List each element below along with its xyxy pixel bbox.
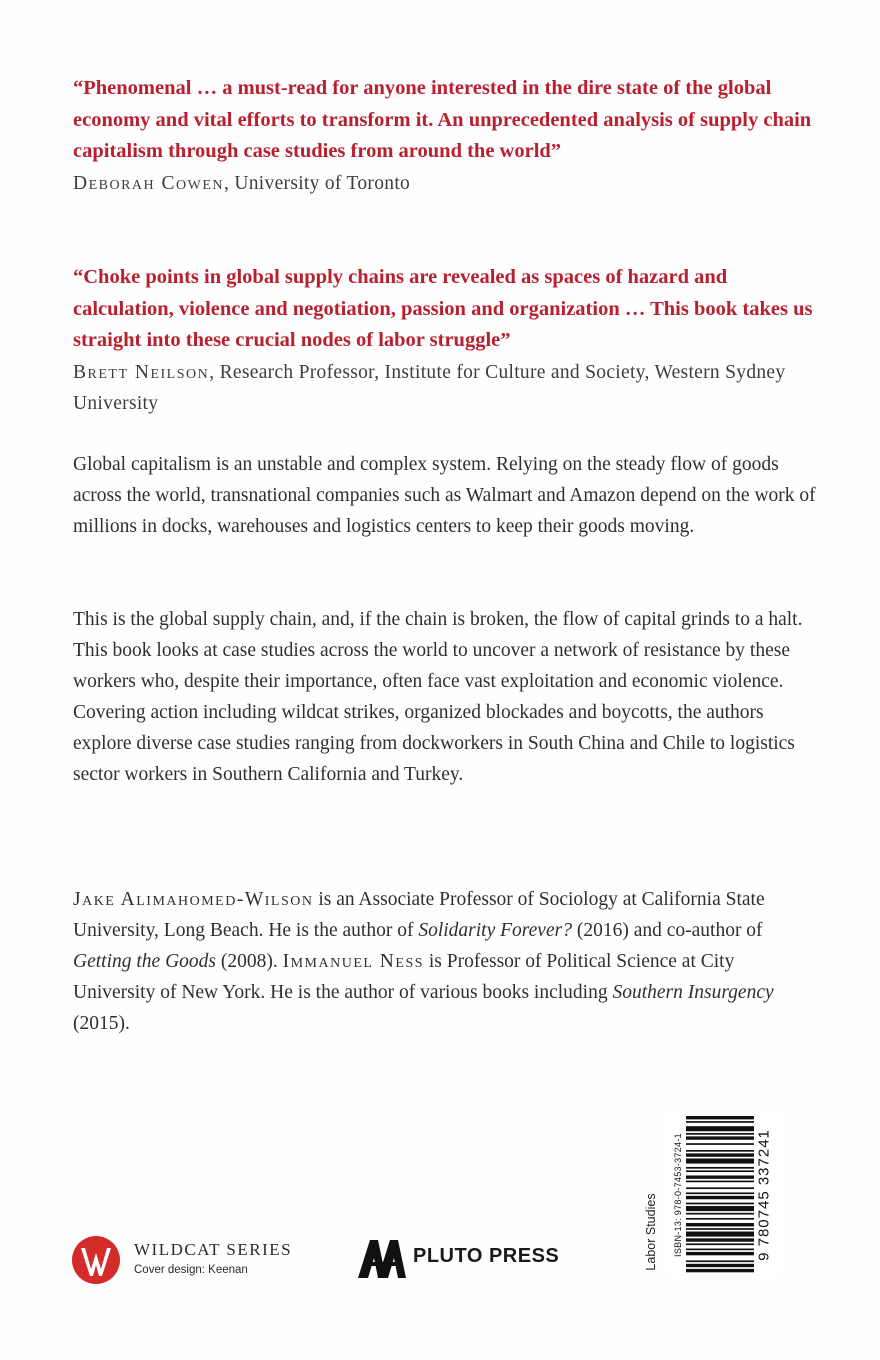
- endorser-name: Deborah Cowen: [73, 172, 225, 194]
- barcode-bar: [686, 1260, 754, 1262]
- barcode-bar: [686, 1206, 754, 1211]
- barcode-bar: [686, 1143, 754, 1145]
- endorsement-quote: “Phenomenal … a must-read for anyone interested in the dire state of the global economy and vital efforts to transform it. An unprecedented analysis of supply chain capitalism through case studies from around the world”: [73, 77, 812, 162]
- barcode-bar: [686, 1228, 754, 1230]
- bio-text: (2015).: [73, 1013, 130, 1034]
- endorsement-1: [73, 73, 813, 199]
- barcode-bar: [686, 1133, 754, 1135]
- barcode-bar: [686, 1264, 754, 1267]
- author-name-2: Immanuel Ness: [282, 951, 425, 972]
- wildcat-logo-icon: [72, 1236, 120, 1284]
- barcode-bar: [686, 1126, 754, 1131]
- series-info: [134, 1240, 292, 1278]
- barcode-bars-icon: [686, 1116, 754, 1274]
- book-title-2: Getting the Goods: [73, 951, 216, 972]
- endorser-name: Brett Neilson: [73, 361, 210, 383]
- endorsement-quote: “Choke points in global supply chains are revealed as spaces of hazard and calculation, violence and negotiation, passion and organization … This book takes us straight into these crucial nodes of labor struggle”: [73, 266, 813, 351]
- barcode-bar: [686, 1170, 754, 1172]
- barcode-bar: [686, 1158, 754, 1163]
- barcode-bar: [686, 1196, 754, 1199]
- pluto-press-logo-icon: [356, 1236, 408, 1280]
- bio-text: (2008).: [215, 951, 283, 972]
- barcode-bar: [686, 1192, 754, 1194]
- barcode-bar: [686, 1213, 754, 1215]
- cover-design-credit: Cover design: Keenan: [134, 1264, 248, 1276]
- bio-text: is Professor of Political Science at City University of New York. He is the author of various books including: [73, 951, 735, 1003]
- barcode-bar: [686, 1187, 754, 1189]
- barcode-bar: [686, 1153, 754, 1156]
- author-name-1: Jake Alimahomed-Wilson: [73, 889, 314, 910]
- barcode-bar: [686, 1243, 754, 1245]
- barcode-bar: [686, 1218, 754, 1220]
- barcode-bar: [686, 1232, 754, 1237]
- barcode-bar: [686, 1116, 754, 1119]
- author-bio: [73, 884, 818, 1039]
- series-name: WILDCAT SERIES: [134, 1240, 293, 1259]
- endorser-affiliation: , Research Professor, Institute for Culture and Society, Western Sydney University: [73, 361, 786, 414]
- endorsement-attribution: [73, 357, 813, 420]
- barcode-bar: [686, 1252, 754, 1255]
- endorser-affiliation: , University of Toronto: [224, 172, 411, 194]
- barcode-bar: [686, 1150, 754, 1152]
- barcode-bar: [686, 1249, 754, 1251]
- description-paragraph-1: Global capitalism is an unstable and complex system. Relying on the steady flow of goods across the world, transnational companies such as Walmart and Amazon depend on the work of millions in docks, warehouses and logistics centers to keep their goods moving.: [73, 454, 816, 537]
- bio-text: (2016) and co-author of: [571, 920, 763, 941]
- barcode-bar: [686, 1175, 754, 1178]
- barcode-bar: [686, 1181, 754, 1183]
- category-text: Labor Studies: [644, 1193, 658, 1271]
- barcode-bar: [686, 1203, 754, 1205]
- description-paragraph-2: This is the global supply chain, and, if the chain is broken, the flow of capital grinds to a halt. This book looks at case studies across the world to uncover a network of resistance by these workers who, despite their importance, often face vast exploitation and economic violence. Covering action including wildcat strikes, organized blockades and boycotts, the authors explore diverse case studies ranging from dockworkers in South China and Chile to logistics sector workers in Southern California and Turkey.: [73, 609, 803, 785]
- barcode-bar: [686, 1136, 754, 1139]
- endorsement-2: [73, 262, 813, 420]
- barcode-bar: [686, 1269, 754, 1272]
- book-title-3: Southern Insurgency: [612, 982, 774, 1003]
- barcode-bar: [686, 1167, 754, 1169]
- bio-text: is an Associate Professor of Sociology at California State University, Long Beach. He is the author of: [73, 889, 765, 941]
- barcode-bar: [686, 1121, 754, 1123]
- barcode-bar: [686, 1238, 754, 1241]
- isbn-number-text: 9 780745 337241: [755, 1129, 773, 1261]
- endorsement-attribution: [73, 168, 813, 200]
- barcode-bar: [686, 1223, 754, 1226]
- publisher-name: PLUTO PRESS: [413, 1245, 560, 1267]
- book-title-1: Solidarity Forever?: [418, 920, 572, 941]
- isbn-label-text: ISBN-13: 978-0-7453-3724-1: [673, 1133, 683, 1257]
